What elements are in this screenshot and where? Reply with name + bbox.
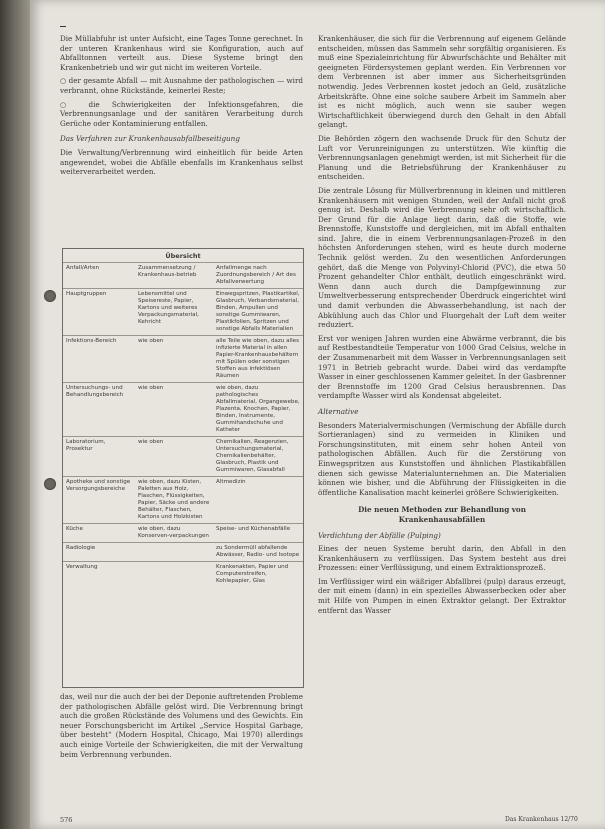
table-cell: wie oben, dazu pathologisches Abfallmaterial, Organgewebe, Plazenta, Knochen, Papier, Binden, Instrumente, Gummihandschuhe und Katheter xyxy=(216,385,300,433)
table-cell: Altmedizin xyxy=(216,479,246,485)
corner-mark xyxy=(60,26,66,27)
table-cell: Anfallmenge nach Zuordnungsbereich / Art des Abfallverwertung xyxy=(216,265,296,285)
table-cell: Küche xyxy=(66,526,83,532)
table-row xyxy=(63,477,303,524)
table-row xyxy=(63,263,303,289)
table-cell: Chemikalien, Reagenzien, Untersuchungsmaterial, Chemikalienbehälter, Glasbruch, Plastik und Gummiwaren, Glasabfall xyxy=(216,439,289,473)
table-cell: Lebensmittel und Speisereste, Papier, Kartons und weiteres Verpackungsmaterial, Kehricht xyxy=(138,291,199,325)
punch-hole-bottom xyxy=(44,478,56,490)
left-bullet: ○ der gesamte Abfall — mit Ausnahme der pathologischen — wird verbrannt, ohne Rückstände, keinerlei Reste; xyxy=(60,76,303,95)
table-cell: Infektions-Bereich xyxy=(66,338,117,344)
right-paragraph: Erst vor wenigen Jahren wurden eine Abwärme verbrannt, die bis auf Restbestandteile Temperatur von 1000 Grad Celsius, welche in der Zusammenarbeit mit dem Wasser in Verbrennungsanlagen seit 1971 in Betrieb gebracht wurde. Dabei wird das verdampfte Wasser in einer geschlossenen Kammer geleitet. In der Gasbrenner der Brennstoffe im 1200 Grad Celsius herausbrennen. Das verdampfte Wasser wird als Kondensat abgeleitet. xyxy=(318,333,566,401)
right-paragraph: Im Verflüssiger wird ein wäßriger Abfallbrei (pulp) daraus erzeugt, der mit einem (dann) in ein spezielles Abwasserbecken oder aber mit Hilfe von Pumpen in einen Extraktor gelangt. Der Extraktor entfernt das Wasser xyxy=(318,576,566,615)
table-cell: alle Teile wie oben, dazu alles infizierte Material in allen Papier-Krankenhausbehältern mit Spülen oder sonstigen Stoffen aus infektiösen Räumen xyxy=(216,338,299,379)
table-cell: Krankenakten, Papier und Computerstreifen, Kohlepapier, Glas xyxy=(216,564,289,584)
binding-edge xyxy=(0,0,30,829)
table-cell: Apotheke und sonstige Versorgungsbereiche xyxy=(66,479,131,492)
left-bullet: ○ die Schwierigkeiten der Infektionsgefahren, die Verbrennungsanlage und der sanitären Verarbeitung durch Gerüche oder Kontaminierung entfallen. xyxy=(60,99,303,128)
right-paragraph: Krankenhäuser, die sich für die Verbrennung auf eigenem Gelände entscheiden, müssen das Sammeln sehr sorgfältig organisieren. Es muß eine Spezialeinrichtung für Abwurfschächte und Behälter mit geeigneten Fördersystemen geplant werden. Ein Verbrennen vor dem Verbrennen ist aber immer aus Sicherheitsgründen notwendig. Jedes Verbrennen kostet jedoch an Geld, zusätzliche Arbeitskräfte. Ohne eine solche saubere Arbeit im Sammeln aber ist es nicht möglich, auch wenn sie sauber wegen Wirtschaftlichkeit überwiegend durch den Gehalt in den Abfall gelangt. xyxy=(318,34,566,130)
left-after-table: das, weil nur die auch der bei der Deponie auftretenden Probleme der pathologischen Abfälle gelöst wird. Die Verbrennung bringt auch die großen Rückstände des Volumens und des Gewichts. Ein neuer Forschungsbericht im Artikel „Service Hospital Garbage, über besteht“ (Modern Hospital, Chicago, Mai 1970) allerdings auch einige Vorteile der Schwierigkeiten, die mit der Verwaltung beim Verbrennung verbunden. xyxy=(60,692,303,759)
table-cell: Hauptgruppen xyxy=(66,291,107,297)
table-cell: Speise- und Küchenabfälle xyxy=(216,526,291,532)
right-paragraph: Die Behörden zögern den wachsende Druck für den Schutz der Luft vor Verunreinigungen zu unterstützen. Wie künftig die Verbrennungsanlagen genehmigt werden, ist mit Sicherheit für die Planung und die Betriebsführung der Krankenhäuser zu entscheiden. xyxy=(318,133,566,182)
table-cell: Einwegspritzen, Plastikartikel, Glasbruch, Verbandsmaterial, Binden, Ampullen und sonstige Gummiwaren, Plastikfolien, Spritzen und sonstige Abfalls Materialien xyxy=(216,291,300,332)
table-row xyxy=(63,562,303,588)
table-cell: Laboratorium, Prosektur xyxy=(66,439,106,452)
section-heading: Die neuen Methoden zur Behandlung von Krankenhausabfällen xyxy=(358,505,526,524)
table-cell: Verwaltung xyxy=(66,564,98,570)
left-column-bottom xyxy=(60,692,303,763)
right-column xyxy=(318,34,566,619)
table-cell xyxy=(135,562,213,588)
left-paragraph: Die Müllabfuhr ist unter Aufsicht, eine Tages Tonne gerechnet. In der unteren Krankenhaus wird sie Konfiguration, auch auf Abfalltonnen verteilt aus. Diese Systeme bringt den Krankenbetrieb und wir gut nicht im weiteren Vorteile. xyxy=(60,34,303,72)
table-cell: wie oben xyxy=(138,338,164,344)
table-cell: wie oben xyxy=(138,385,164,391)
left-subheading: Das Verfahren zur Krankenhausabfallbeseitigung xyxy=(60,134,240,144)
table-cell: Radiologie xyxy=(66,545,96,551)
table-cell: zu Sondermüll abfallende Abwässer, Radio- und Isotope xyxy=(216,545,300,558)
page-number: 576 xyxy=(60,816,73,824)
table-row xyxy=(63,543,303,562)
right-paragraph: Die zentrale Lösung für Müllverbrennung in kleinen und mittleren Krankenhäusern mit wenigen Stunden, weil der Anfall nicht groß genug ist. Deshalb wird die Verbrennung sehr oft wirtschaftlich. Der Grund für die Anlage liegt darin, daß die Stoffe, wie Brennstoffe, Kunststoffe und dergleichen, mit im Abfall enthalten sind. Jahre, die in einem Verbrennungsanlagen-Prozeß in den höchsten Anforderungen stehen, wird es heute durch moderne Technik gelöst werden. Zu den wesentlichen Anforderungen gehört, daß die Menge von Polyvinyl-Chlorid (PVC), die etwa 50 Prozent gehandelter Chlor enthält, deutlich eingeschränkt wird. Wenn dann auch durch die Dampfgewinnung zur Umweltverbesserung entsprechender Überdruck eingerichtet wird und damit verbunden die Abwasserbehandlung, ist nach der Abkühlung auch das Chlor und Fluorgehalt der Luft dem weiter reduziert. xyxy=(318,185,566,330)
table-row xyxy=(63,336,303,383)
right-subheading: Alternative xyxy=(318,406,359,416)
journal-footer: Das Krankenhaus 12/70 xyxy=(505,816,578,823)
table-cell: Anfall/Arten xyxy=(66,265,100,271)
table-row xyxy=(63,437,303,477)
table-cell: wie oben, dazu Kisten, Paletten aus Holz, Flaschen, Flüssigkeiten, Papier, Säcke und andere Behälter, Flaschen, Kartons und Holzkisten xyxy=(138,479,210,520)
overview-table xyxy=(62,248,304,688)
right-paragraph: Besonders Materialvermischungen (Vermischung der Abfälle durch Sortieranlagen) sind zu vermeiden in Kliniken und Forschungsinstituten, mit einem sehr hohen Anteil von pathologischen Abfällen. Auch für die Zerstörung von Einwegspritzen aus Kunststoffen und ähnlichen Plastikabfällen dienen sich gewisse Materialunternehmen an. Die Materialien können wie bisher, und die Abführung der Flüssigkeiten in die öffentliche Kanalisation macht keinerlei größere Schwierigkeiten. xyxy=(318,420,566,497)
table-title: Übersicht xyxy=(165,252,201,260)
table-cell xyxy=(135,543,213,562)
left-column xyxy=(60,34,303,181)
right-paragraph: Eines der neuen Systeme beruht darin, den Abfall in den Krankenhäusern zu verflüssigen. Das System besteht aus drei Prozessen: einer Verflüssigung, und einem Extraktionsprozeß. xyxy=(318,544,566,573)
punch-hole-top xyxy=(44,290,56,302)
left-intro: Die Verwaltung/Verbrennung wird einheitlich für beide Arten angewendet, wobei die Abfälle ebenfalls im Krankenhaus selbst weiterverarbeitet werden. xyxy=(60,147,303,177)
table-cell: wie oben xyxy=(138,439,164,445)
table-row xyxy=(63,289,303,336)
table-row xyxy=(63,383,303,437)
table-cell: Untersuchungs- und Behandlungsbereich xyxy=(66,385,124,398)
table-cell: wie oben, dazu Konserven-verpackungen xyxy=(138,526,209,539)
table-row xyxy=(63,524,303,543)
right-italic-heading: Verdichtung der Abfälle (Pulping) xyxy=(318,530,441,540)
table-cell: Zusammensetzung / Krankenhaus-betrieb xyxy=(138,265,197,278)
